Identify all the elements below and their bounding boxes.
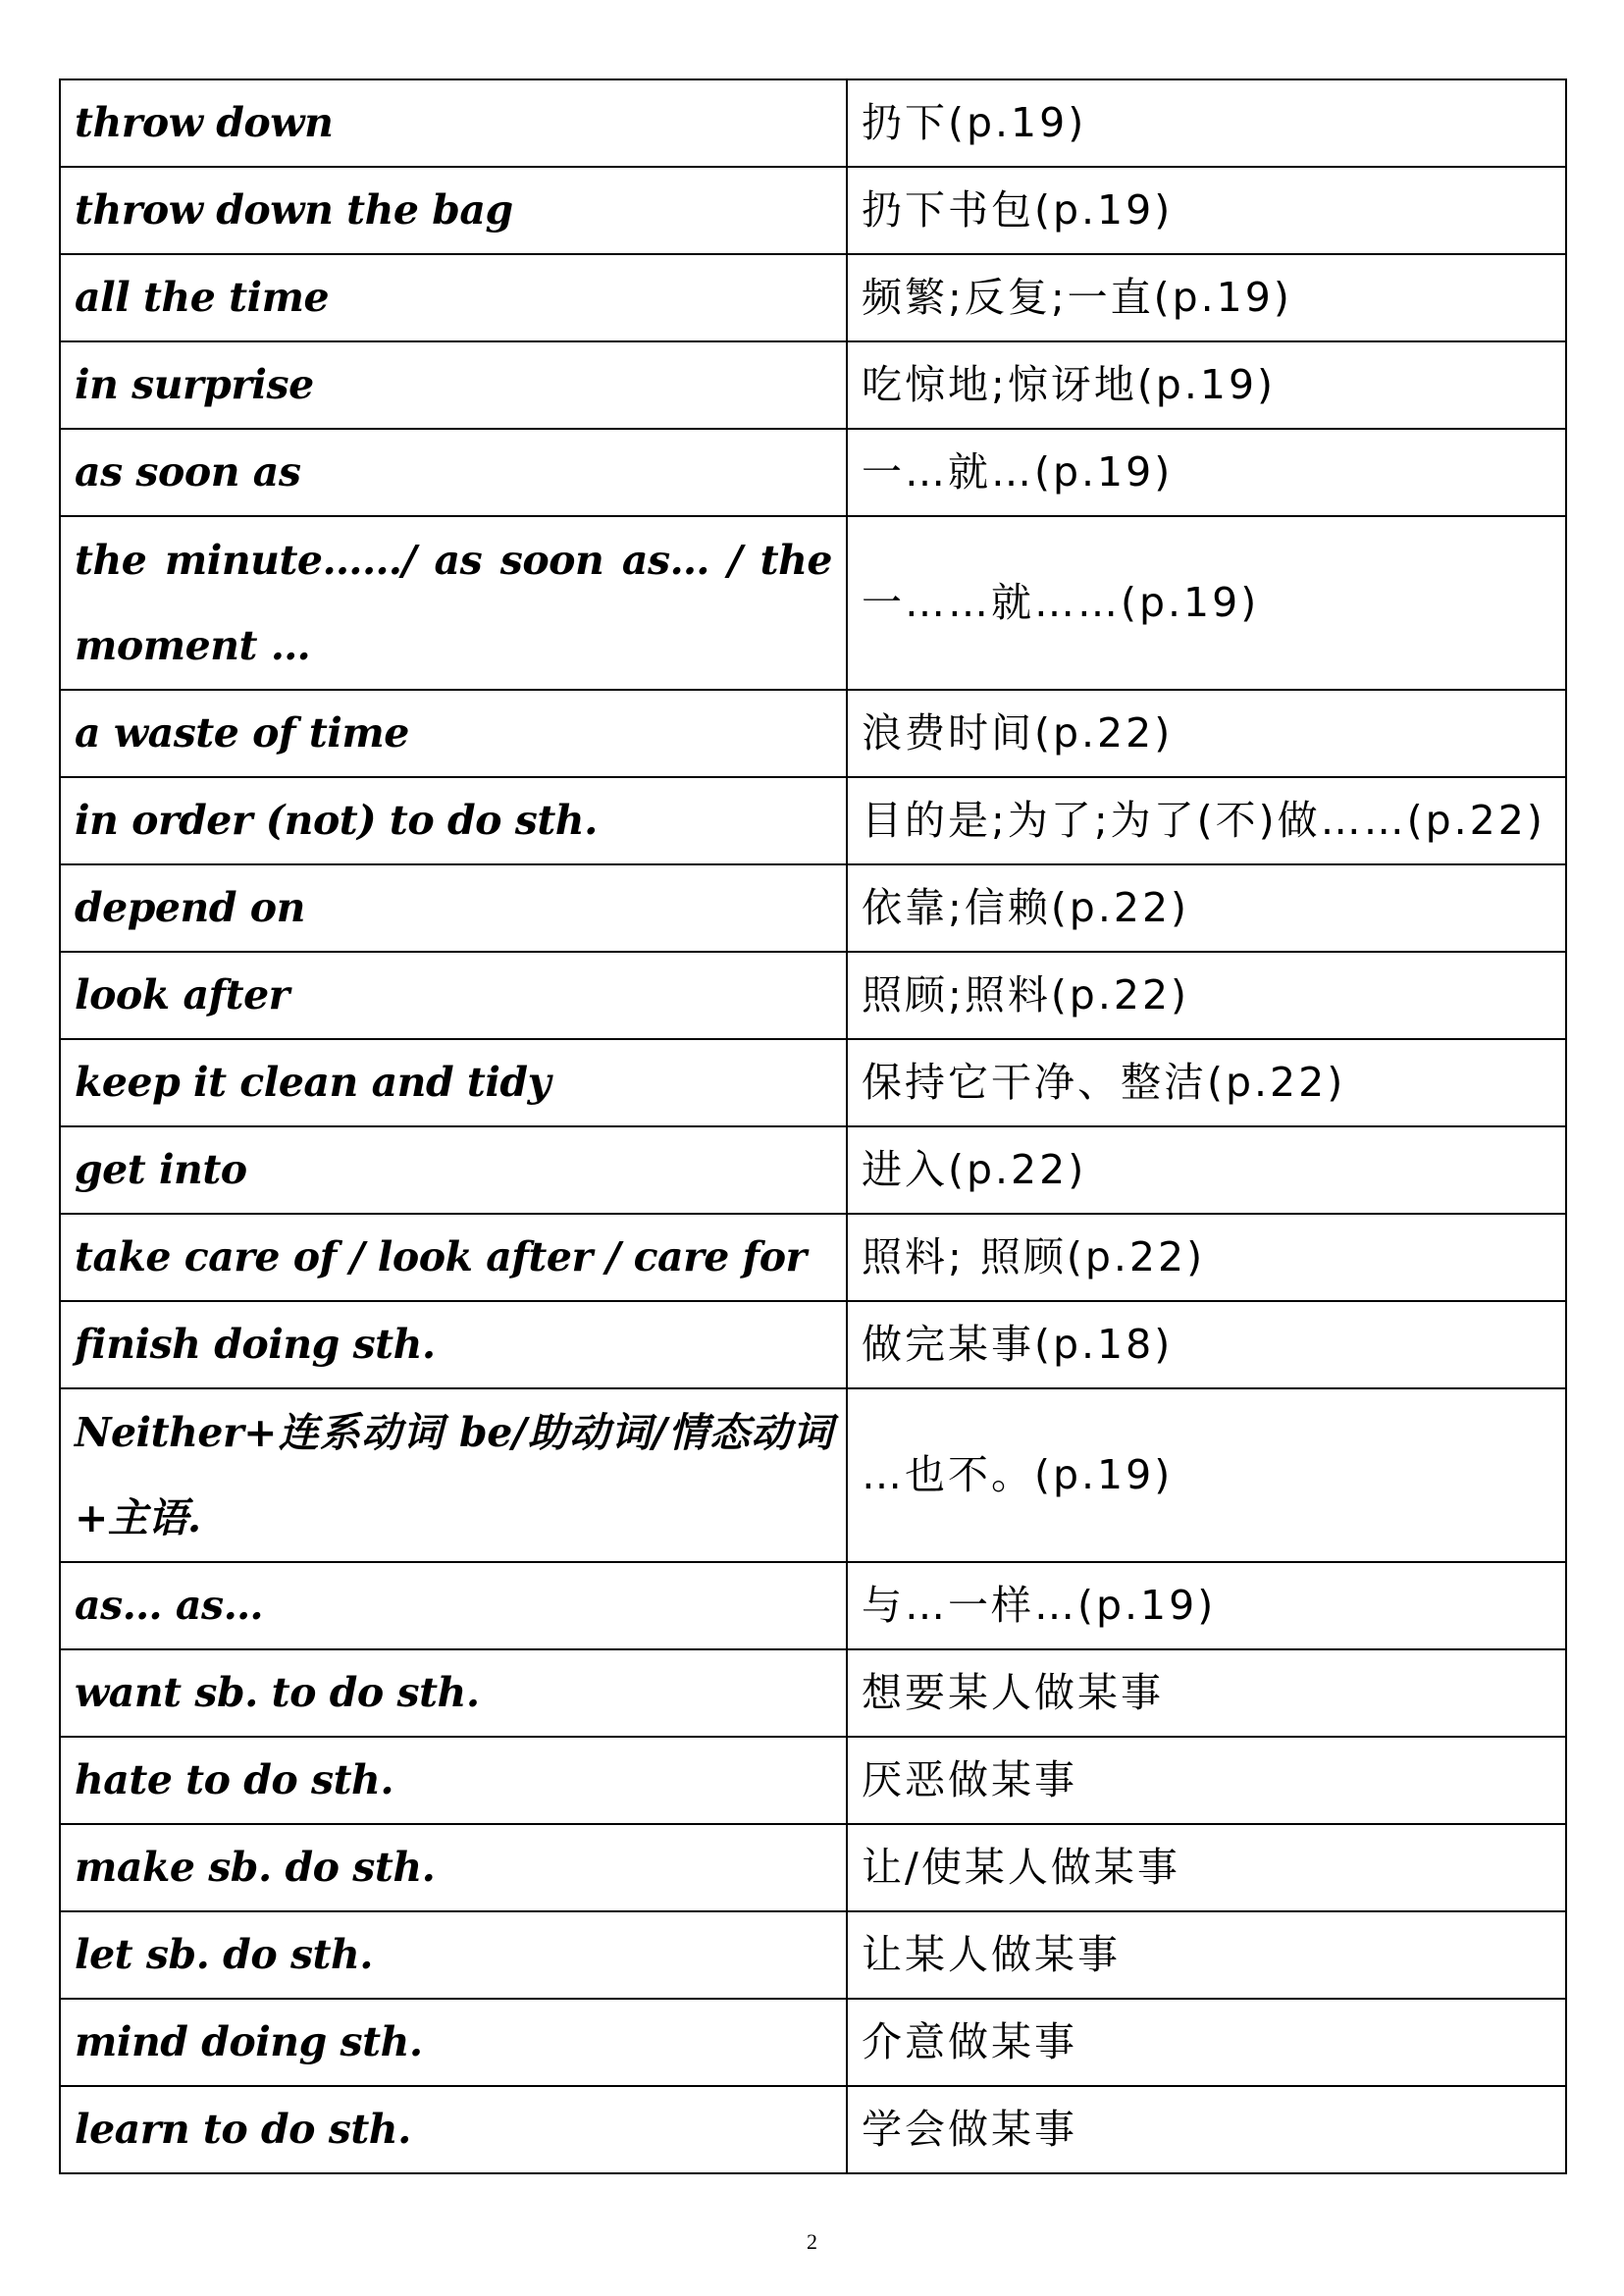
table-row xyxy=(60,79,1566,167)
english-phrase: learn to do sth. xyxy=(60,2086,847,2173)
english-phrase: get into xyxy=(60,1126,847,1214)
table-row xyxy=(60,1824,1566,1911)
table-row xyxy=(60,1737,1566,1824)
english-phrase: throw down the bag xyxy=(60,167,847,254)
chinese-meaning: 目的是;为了;为了(不)做……(p.22) xyxy=(847,777,1566,864)
table-row xyxy=(60,1562,1566,1649)
english-phrase: take care of / look after / care for xyxy=(60,1214,847,1301)
table-row xyxy=(60,1999,1566,2086)
chinese-meaning: 学会做某事 xyxy=(847,2086,1566,2173)
english-phrase: Neither+连系动词 be/助动词/情态动词+主语. xyxy=(60,1388,847,1562)
chinese-meaning: 扔下(p.19) xyxy=(847,79,1566,167)
table-row xyxy=(60,1126,1566,1214)
english-phrase: want sb. to do sth. xyxy=(60,1649,847,1737)
table-row xyxy=(60,1214,1566,1301)
chinese-meaning: 让某人做某事 xyxy=(847,1911,1566,1999)
table-row xyxy=(60,254,1566,341)
chinese-meaning: …也不。(p.19) xyxy=(847,1388,1566,1562)
table-row xyxy=(60,1301,1566,1388)
table-row xyxy=(60,777,1566,864)
chinese-meaning: 频繁;反复;一直(p.19) xyxy=(847,254,1566,341)
chinese-meaning: 浪费时间(p.22) xyxy=(847,690,1566,777)
table-row xyxy=(60,1039,1566,1126)
english-phrase: throw down xyxy=(60,79,847,167)
english-phrase: in surprise xyxy=(60,341,847,429)
english-phrase: the minute……/ as soon as… / the moment … xyxy=(60,516,847,690)
table-row xyxy=(60,516,1566,690)
english-phrase: as… as… xyxy=(60,1562,847,1649)
english-phrase: mind doing sth. xyxy=(60,1999,847,2086)
english-phrase: hate to do sth. xyxy=(60,1737,847,1824)
table-row xyxy=(60,341,1566,429)
chinese-meaning: 想要某人做某事 xyxy=(847,1649,1566,1737)
table-row xyxy=(60,690,1566,777)
page-number: 2 xyxy=(807,2229,817,2254)
table-row xyxy=(60,1649,1566,1737)
chinese-meaning: 保持它干净、整洁(p.22) xyxy=(847,1039,1566,1126)
vocabulary-table xyxy=(59,78,1567,2174)
chinese-meaning: 依靠;信赖(p.22) xyxy=(847,864,1566,952)
chinese-meaning: 一…就…(p.19) xyxy=(847,429,1566,516)
english-phrase: in order (not) to do sth. xyxy=(60,777,847,864)
table-row xyxy=(60,1911,1566,1999)
chinese-meaning: 介意做某事 xyxy=(847,1999,1566,2086)
english-phrase: finish doing sth. xyxy=(60,1301,847,1388)
chinese-meaning: 扔下书包(p.19) xyxy=(847,167,1566,254)
chinese-meaning: 吃惊地;惊讶地(p.19) xyxy=(847,341,1566,429)
chinese-meaning: 照料; 照顾(p.22) xyxy=(847,1214,1566,1301)
english-phrase: let sb. do sth. xyxy=(60,1911,847,1999)
table-row xyxy=(60,167,1566,254)
chinese-meaning: 做完某事(p.18) xyxy=(847,1301,1566,1388)
chinese-meaning: 厌恶做某事 xyxy=(847,1737,1566,1824)
english-phrase: make sb. do sth. xyxy=(60,1824,847,1911)
english-phrase: depend on xyxy=(60,864,847,952)
chinese-meaning: 与…一样…(p.19) xyxy=(847,1562,1566,1649)
english-phrase: a waste of time xyxy=(60,690,847,777)
chinese-meaning: 一……就……(p.19) xyxy=(847,516,1566,690)
table-row xyxy=(60,952,1566,1039)
english-phrase: look after xyxy=(60,952,847,1039)
table-row xyxy=(60,1388,1566,1562)
english-phrase: keep it clean and tidy xyxy=(60,1039,847,1126)
english-phrase: as soon as xyxy=(60,429,847,516)
chinese-meaning: 照顾;照料(p.22) xyxy=(847,952,1566,1039)
table-row xyxy=(60,2086,1566,2173)
chinese-meaning: 让/使某人做某事 xyxy=(847,1824,1566,1911)
chinese-meaning: 进入(p.22) xyxy=(847,1126,1566,1214)
english-phrase: all the time xyxy=(60,254,847,341)
table-row xyxy=(60,429,1566,516)
table-row xyxy=(60,864,1566,952)
vocabulary-table-body xyxy=(60,79,1566,2173)
